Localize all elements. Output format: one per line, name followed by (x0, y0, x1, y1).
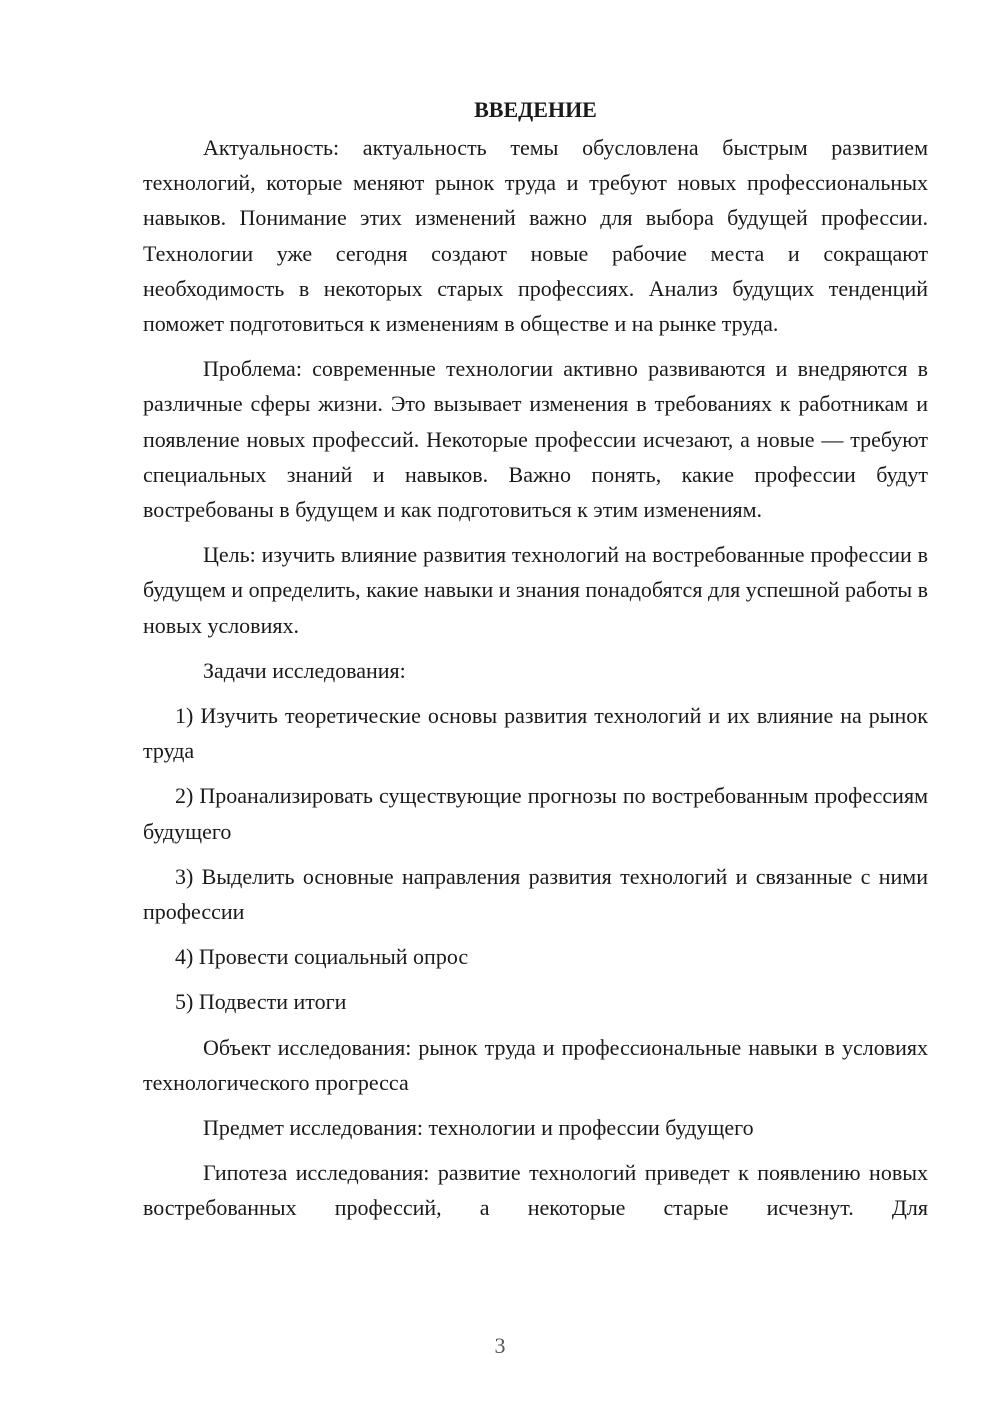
paragraph-object: Объект исследования: рынок труда и профессиональные навыки в условиях технологического прогресса (143, 1034, 928, 1095)
paragraph-problem: Проблема: современные технологии активно развиваются и внедряются в различные сферы жизни. Это вызывает изменения в требованиях к работникам и появление новых профессий. Некоторые профессии исчезают, а новые — требуют специальных знаний и навыков. Важно понять, какие профессии будут востребованы в будущем и как подготовиться к этим изменениям. (143, 356, 928, 523)
paragraph-hypothesis: Гипотеза исследования: развитие технологий приведет к появлению новых востребованных профессий, а некоторые старые исчезнут. Для (143, 1160, 928, 1221)
paragraph-relevance: Актуальность: актуальность темы обусловлена быстрым развитием технологий, которые меняют рынок труда и требуют новых профессиональных навыков. Понимание этих изменений важно для выбора будущей профессии. Технологии уже сегодня создают новые рабочие места и сокращают необходимость в некоторых старых профессиях. Анализ будущих тенденций поможет подготовиться к изменениям в обществе и на рынке труда. (143, 135, 928, 337)
paragraph-subject: Предмет исследования: технологии и профессии будущего (203, 1115, 754, 1141)
task-item-4: 4) Провести социальный опрос (175, 944, 469, 970)
section-title: ВВЕДЕНИЕ (474, 97, 597, 122)
task-item-5: 5) Подвести итоги (175, 989, 347, 1015)
task-item-2: 2) Проанализировать существующие прогнозы по востребованным профессиям будущего (143, 783, 928, 844)
paragraph-goal: Цель: изучить влияние развития технологий на востребованные профессии в будущем и определить, какие навыки и знания понадобятся для успешной работы в новых условиях. (143, 542, 928, 638)
page-number: 3 (494, 1333, 506, 1358)
task-item-1: 1) Изучить теоретические основы развития технологий и их влияние на рынок труда (143, 703, 928, 764)
task-item-3: 3) Выделить основные направления развития технологий и связанные с ними профессии (143, 863, 928, 925)
tasks-heading: Задачи исследования: (203, 657, 406, 683)
page-body (143, 92, 928, 1226)
